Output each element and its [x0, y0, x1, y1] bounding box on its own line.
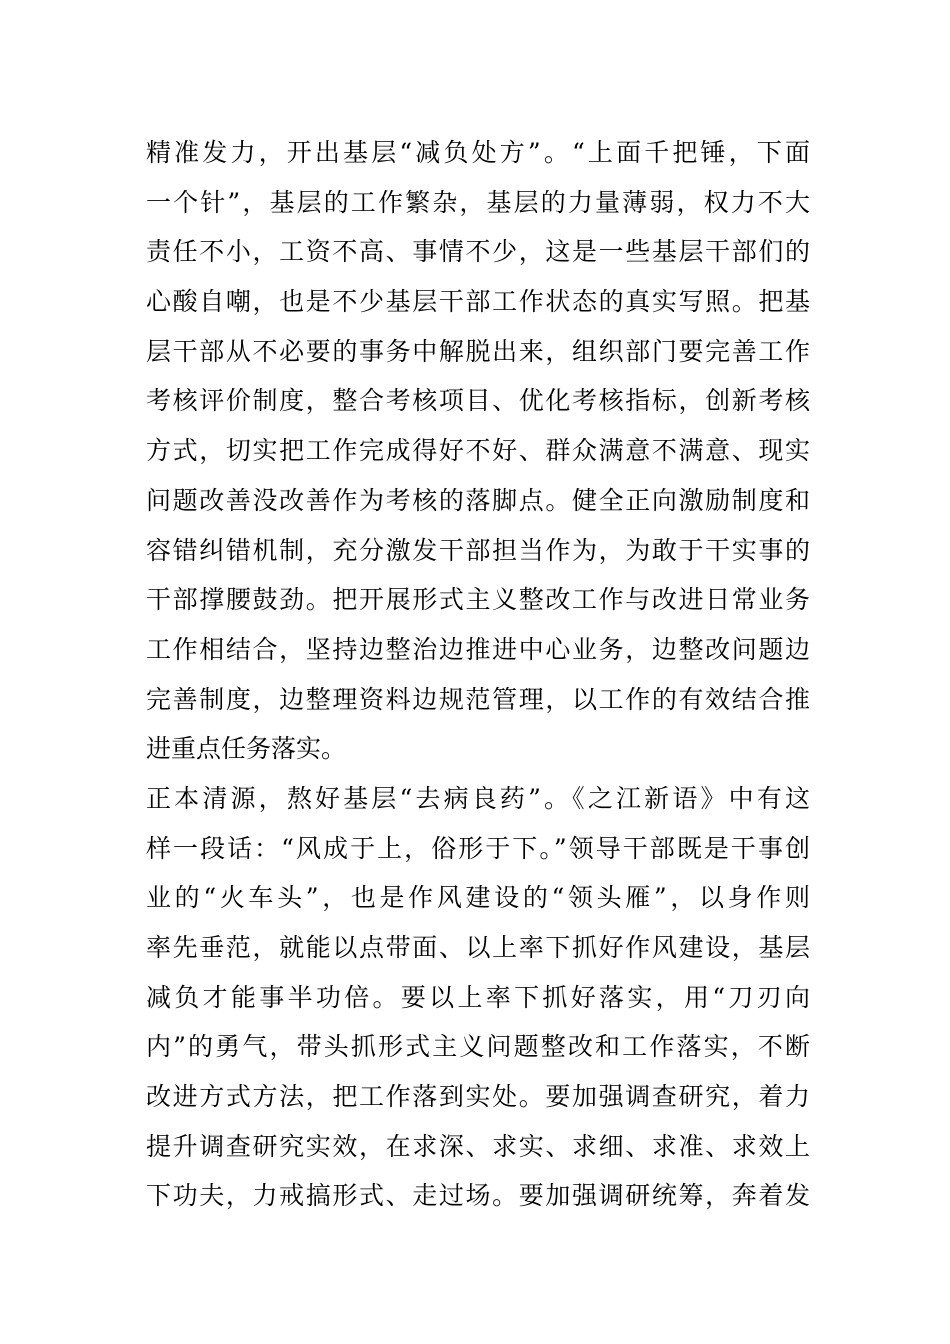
text-line: 改进方式方法，把工作落到实处。要加强调查研究，着力	[146, 1082, 810, 1112]
text-line: 心酸自嘲，也是不少基层干部工作状态的真实写照。把基	[146, 287, 810, 317]
text-line: 精准发力，开出基层“减负处方”。“上面千把锤，下面	[146, 138, 810, 167]
document-body	[146, 128, 810, 1221]
text-line: 层干部从不必要的事务中解脱出来，组织部门要完善工作	[146, 336, 810, 366]
text-line: 一个针”，基层的工作繁杂，基层的力量薄弱，权力不大	[146, 187, 810, 217]
text-line: 提升调查研究实效，在求深、求实、求细、求准、求效上	[146, 1131, 810, 1161]
text-line: 率先垂范，就能以点带面、以上率下抓好作风建设，基层	[146, 933, 810, 962]
text-line: 减负才能事半功倍。要以上率下抓好落实，用“刀刃向	[146, 982, 810, 1012]
text-line: 业的“火车头”，也是作风建设的“领头雁”，以身作则	[146, 883, 810, 913]
text-line: 考核评价制度，整合考核项目、优化考核指标，创新考核	[146, 386, 810, 416]
text-line: 完善制度，边整理资料边规范管理，以工作的有效结合推	[146, 684, 810, 714]
text-line: 正本清源，熬好基层“去病良药”。《之江新语》中有这	[146, 783, 810, 813]
text-line: 责任不小，工资不高、事情不少，这是一些基层干部们的	[146, 237, 810, 267]
text-line: 容错纠错机制，充分激发干部担当作为，为敢于干实事的	[146, 535, 810, 565]
text-line: 内”的勇气，带头抓形式主义问题整改和工作落实，不断	[146, 1032, 810, 1062]
text-line: 问题改善没改善作为考核的落脚点。健全正向激励制度和	[146, 485, 810, 515]
paragraph-end-line: 进重点任务落实。	[146, 734, 347, 764]
text-line: 工作相结合，坚持边整治边推进中心业务，边整改问题边	[146, 634, 810, 664]
text-line: 干部撑腰鼓劲。把开展形式主义整改工作与改进日常业务	[146, 585, 810, 615]
text-line: 方式，切实把工作完成得好不好、群众满意不满意、现实	[146, 436, 810, 466]
text-line: 样一段话：“风成于上，俗形于下。”领导干部既是干事创	[146, 833, 810, 863]
text-line: 下功夫，力戒搞形式、走过场。要加强调研统筹，奔着发	[146, 1181, 810, 1211]
